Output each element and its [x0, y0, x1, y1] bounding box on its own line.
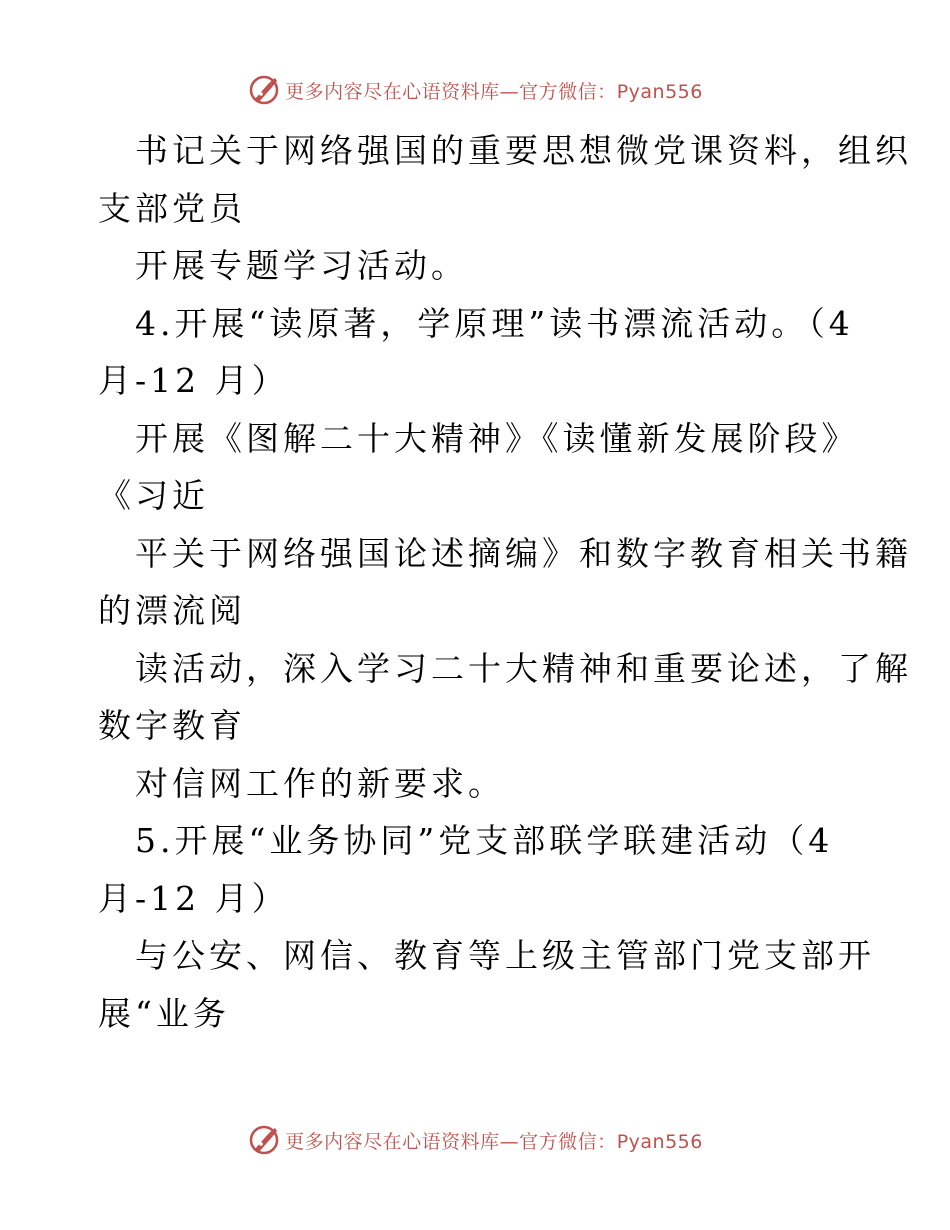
text-line: 与公安、网信、教育等上级主管部门党支部开 — [135, 936, 875, 975]
page-header — [0, 70, 950, 110]
text-line: 4.开展“读原著，学原理”读书漂流活动。（4 — [135, 303, 854, 343]
text-line: 读活动，深入学习二十大精神和重要论述，了解 — [135, 648, 912, 688]
footer-separator: — — [499, 1130, 520, 1153]
text-line: 的漂流阅 — [98, 591, 246, 630]
text-line: 开展专题学习活动。 — [135, 246, 468, 285]
pen-nib-logo-icon — [247, 1123, 281, 1157]
text-line: 月-12 月） — [98, 361, 289, 400]
text-line: 开展《图解二十大精神》《读懂新发展阶段》 — [135, 418, 859, 458]
header-banner-text — [285, 77, 703, 104]
page-footer — [0, 1120, 950, 1160]
header-brand: 更多内容尽在心语资料库 — [285, 80, 500, 103]
text-line: 月-12 月） — [98, 878, 289, 918]
text-line: 数字教育 — [98, 706, 246, 745]
text-line: 书记关于网络强国的重要思想微党课资料，组织 — [135, 131, 912, 170]
text-line: 《习近 — [98, 476, 209, 515]
pen-nib-logo-icon — [247, 73, 281, 107]
footer-brand: 更多内容尽在心语资料库 — [285, 1130, 500, 1153]
footer-banner-text — [285, 1127, 703, 1154]
text-line: 对信网工作的新要求。 — [135, 763, 505, 803]
text-line: 平关于网络强国论述摘编》和数字教育相关书籍 — [135, 533, 912, 573]
header-separator: — — [499, 80, 520, 103]
document-body — [98, 122, 912, 1042]
header-subtitle: 官方微信： — [519, 80, 617, 103]
footer-subtitle: 官方微信： — [519, 1130, 617, 1153]
text-line: 5.开展“业务协同”党支部联学联建活动（4 — [135, 821, 834, 860]
text-line: 展“业务 — [98, 993, 230, 1033]
footer-wechat-id: Pyan556 — [616, 1130, 703, 1153]
text-line: 支部党员 — [98, 188, 246, 228]
header-wechat-id: Pyan556 — [616, 80, 703, 103]
